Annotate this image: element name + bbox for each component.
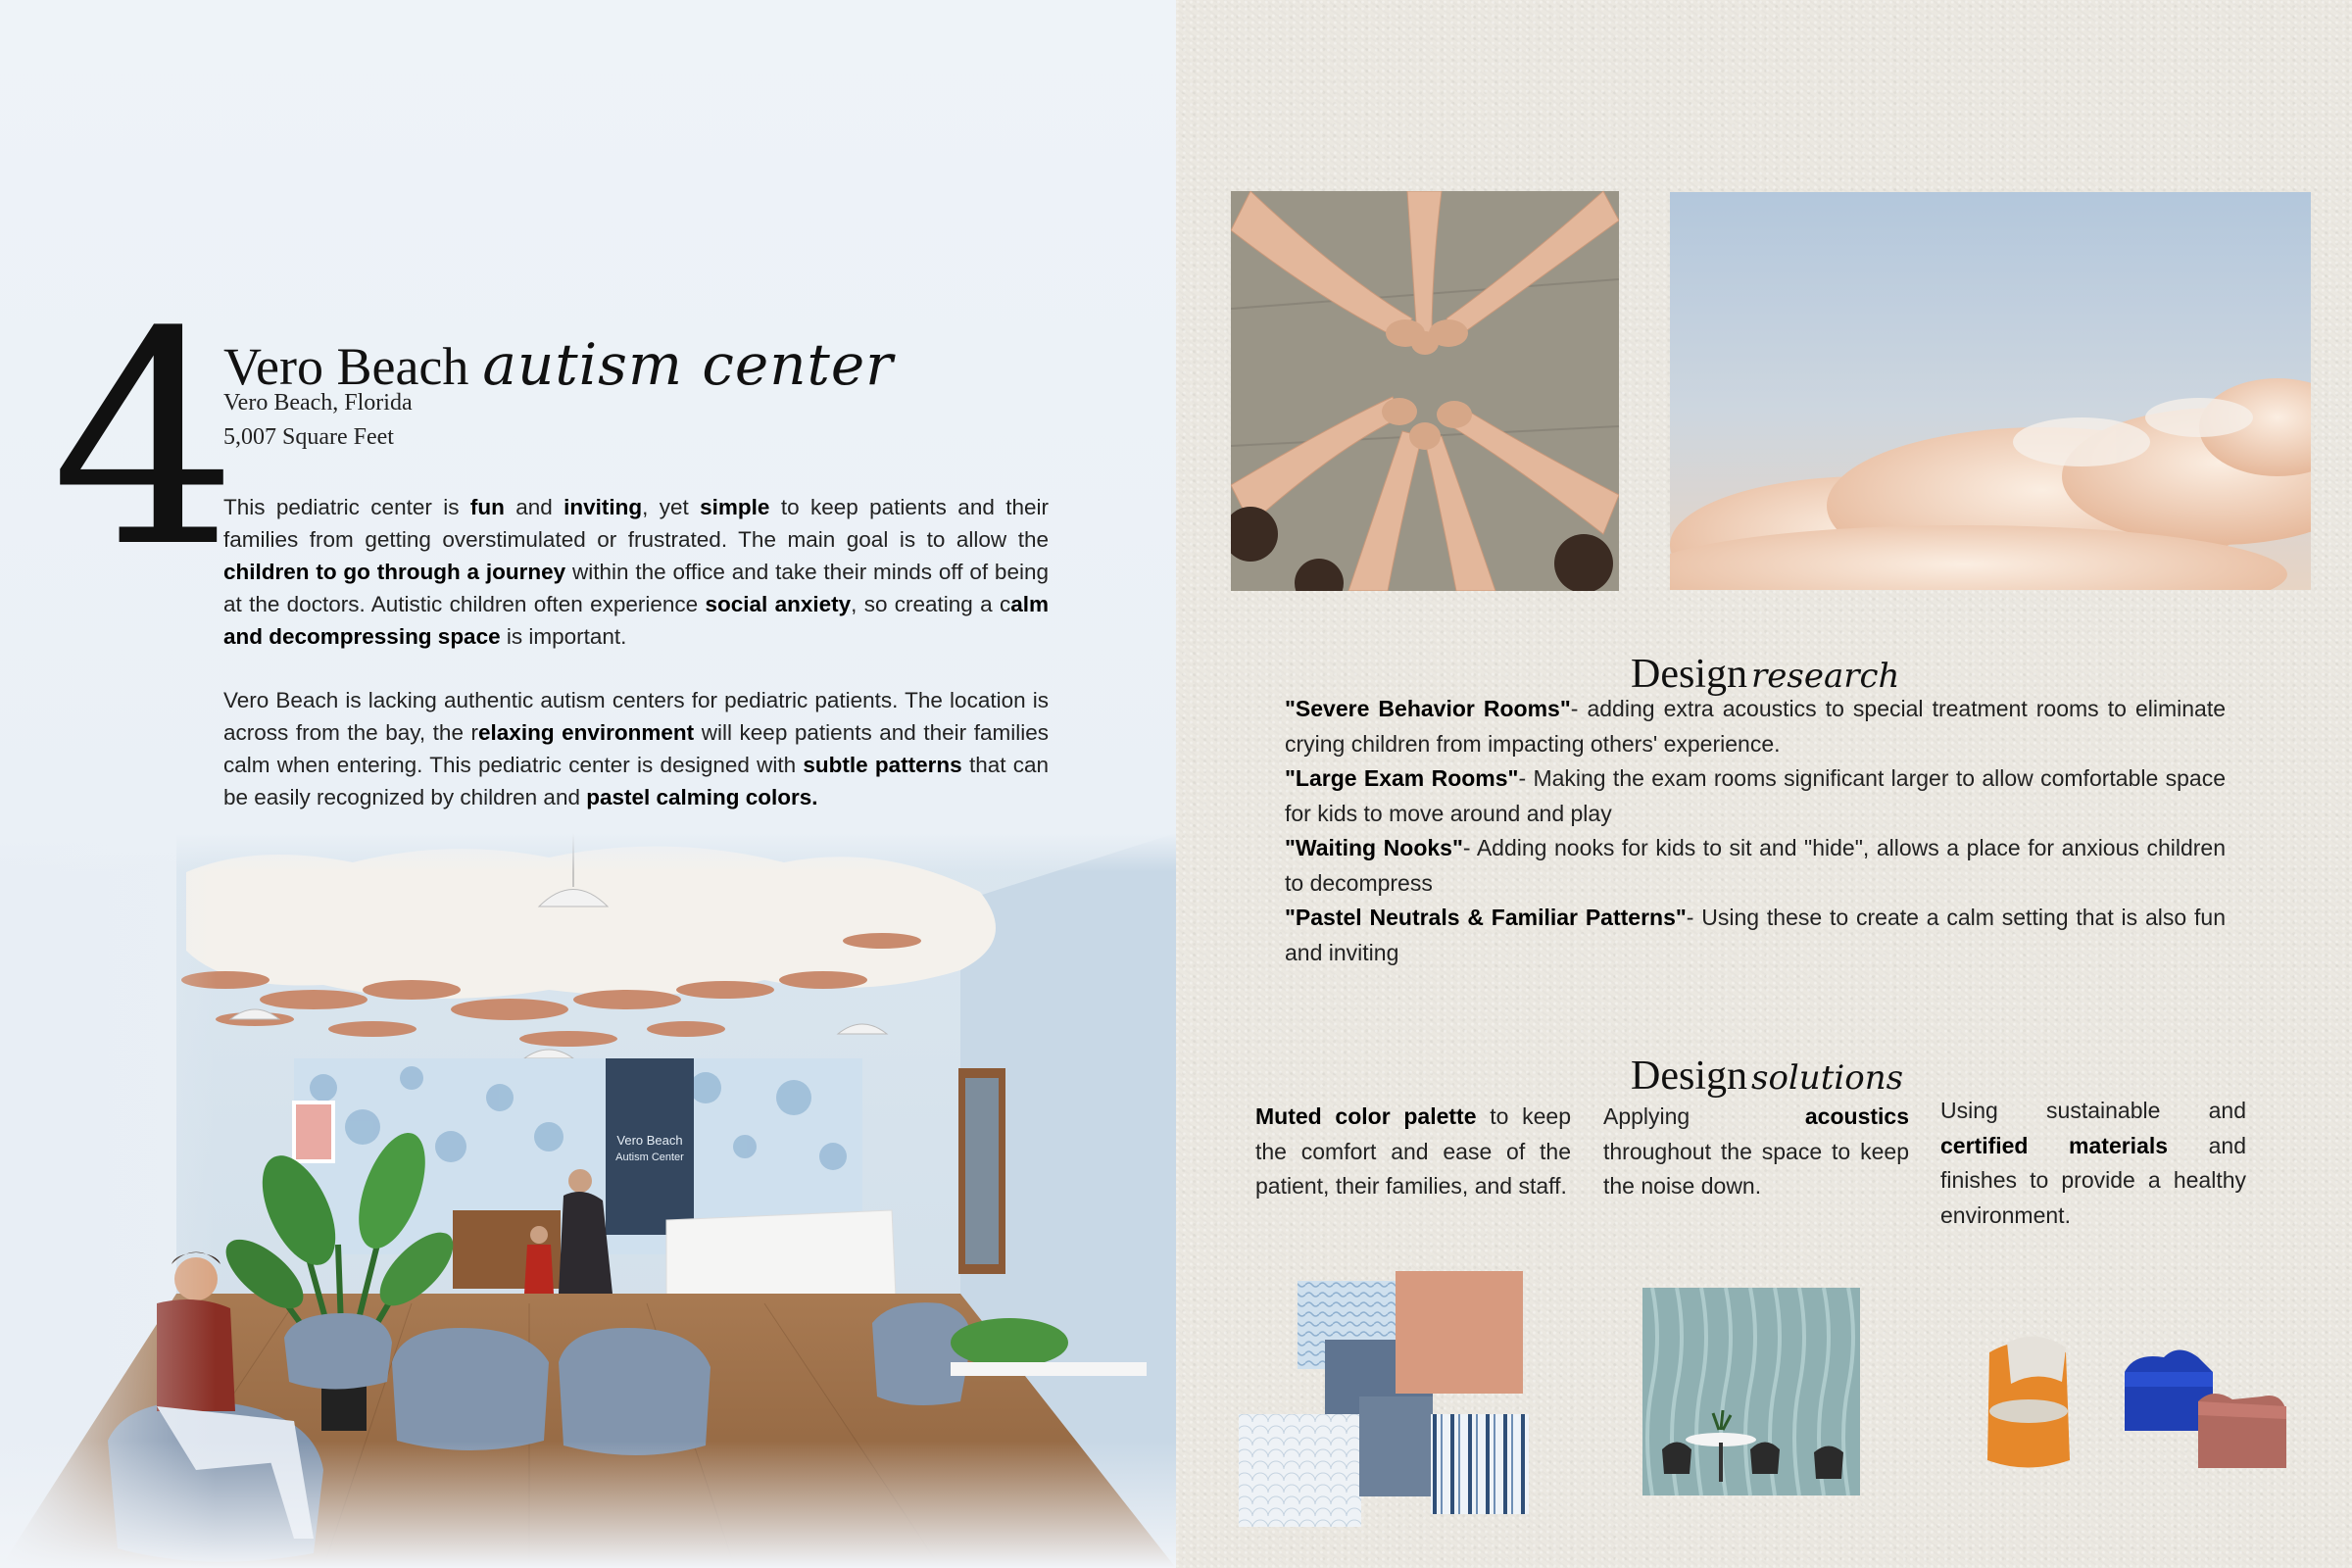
wall-art (294, 1102, 333, 1161)
text-run: , so creating a c (851, 592, 1011, 616)
emphasis-text: children to go through a journey (223, 560, 566, 584)
project-size: 5,007 Square Feet (223, 424, 394, 450)
material-swatches (1237, 1269, 1531, 1529)
emphasis-text: certified materials (1940, 1132, 2169, 1158)
text-run: This pediatric center is (223, 495, 470, 519)
hands-together-photo (1231, 191, 1619, 591)
design-solutions-heading (1631, 1053, 1903, 1100)
pink-puzzle-stool (2198, 1394, 2286, 1468)
lobby-rendering (0, 833, 1176, 1568)
furniture-samples (1968, 1313, 2345, 1480)
solution-acoustics (1603, 1100, 1909, 1204)
context-paragraph (223, 684, 1049, 813)
text-run: to keep the comfort and ease of the patient, their families, and staff. (1255, 1103, 1572, 1199)
emphasis-text: subtle patterns (803, 753, 962, 777)
text-run: and finishes to provide a healthy environment. (1940, 1132, 2247, 1228)
text-run: Applying (1603, 1103, 1805, 1129)
text-run: will keep patients and their families calm when entering. This pediatric center is designed with (223, 720, 1049, 777)
text-run: , yet (642, 495, 701, 519)
title-serif: Vero Beach (223, 337, 469, 396)
emphasis-text: alm and decompressing space (223, 592, 1049, 649)
text-run: that can be easily recognized by children and (223, 753, 1049, 809)
solutions-heading-serif: Design (1631, 1054, 1747, 1099)
emphasis-text: fun (469, 495, 505, 519)
solutions-heading-script: solutions (1751, 1058, 1904, 1098)
research-item (1285, 831, 2226, 901)
emphasis-text: "Waiting Nooks" (1285, 835, 1463, 860)
intro-paragraph (223, 491, 1049, 653)
text-run: throughout the space to keep the noise down. (1603, 1138, 1909, 1199)
solution-materials (1940, 1094, 2246, 1233)
svg-text:Autism Center: Autism Center (615, 1152, 684, 1163)
design-research-heading (1631, 651, 1899, 698)
research-heading-serif: Design (1631, 652, 1747, 697)
emphasis-text: Muted color palette (1255, 1103, 1477, 1129)
acoustic-panel-photo (1642, 1288, 1860, 1495)
emphasis-text: simple (700, 495, 770, 519)
research-heading-script: research (1751, 657, 1900, 696)
text-run: - Adding nooks for kids to sit and "hide", allows a place for anxious children to decompress (1285, 835, 2226, 896)
emphasis-text: "Large Exam Rooms" (1285, 765, 1519, 791)
research-item (1285, 901, 2226, 970)
project-number: 4 (51, 270, 238, 612)
emphasis-text: "Pastel Neutrals & Familiar Patterns" (1285, 905, 1687, 930)
project-title (223, 331, 894, 398)
emphasis-text: inviting (564, 495, 643, 519)
project-location: Vero Beach, Florida (223, 390, 413, 416)
text-run: within the office and take their minds off of being at the doctors. Autistic children often experience (223, 560, 1049, 616)
text-run: - adding extra acoustics to special treatment rooms to eliminate crying children from impacting others' experience. (1285, 696, 2226, 757)
solution-color-palette (1255, 1100, 1571, 1204)
orange-chair (1987, 1337, 2070, 1468)
text-run: is important. (500, 624, 627, 649)
emphasis-text: pastel calming colors. (586, 785, 818, 809)
emphasis-text: social anxiety (705, 592, 852, 616)
text-run: Using sustainable and (1940, 1098, 2246, 1123)
research-item (1285, 692, 2226, 761)
sky-clouds-photo (1670, 192, 2311, 590)
emphasis-text: "Severe Behavior Rooms" (1285, 696, 1571, 721)
emphasis-text: acoustics (1804, 1103, 1909, 1129)
text-run: Vero Beach is lacking authentic autism centers for pediatric patients. The location is across from the bay, the r (223, 688, 1049, 745)
text-run: - Making the exam rooms significant larger to allow comfortable space for kids to move around and play (1285, 765, 2226, 826)
text-run: - Using these to create a calm setting that is also fun and inviting (1285, 905, 2226, 965)
text-run: to keep patients and their families from getting overstimulated or frustrated. The main goal is to allow the (223, 495, 1049, 552)
title-script: autism center (482, 331, 894, 398)
text-run: and (504, 495, 564, 519)
research-item (1285, 761, 2226, 831)
research-list (1285, 692, 2226, 970)
logo-sign: Vero Beach (616, 1133, 683, 1148)
emphasis-text: elaxing environment (478, 720, 695, 745)
